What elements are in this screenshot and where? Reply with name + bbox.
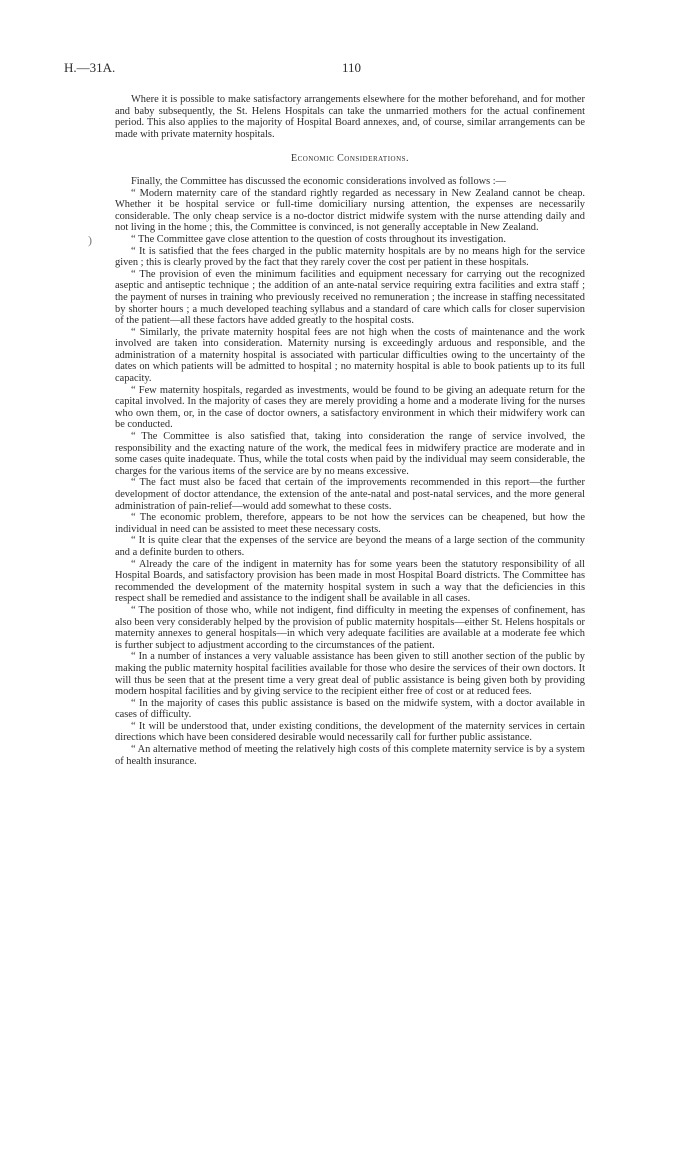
section-heading: Economic Considerations. — [290, 153, 410, 165]
paragraph: “ In the majority of cases this public assistance is based on the midwife system, with a doctor available in cases of difficulty. — [115, 697, 585, 721]
paragraph: “ Similarly, the private maternity hospital fees are not high when the costs of maintenance and the work involved are taken into consideration. Maternity nursing is exceedingly arduous and responsible, and the administration of a maternity hospital is associated with particular difficulties owing to the uncertainty of the dates on which patients will be admitted to hospital ; no maternity hospital is able to book patients up to its full capacity. — [115, 326, 585, 385]
paragraph: “ The position of those who, while not indigent, find difficulty in meeting the expenses of confinement, has also been very considerably helped by the provision of public maternity hospitals—either St. Helens hospitals or maternity annexes to general hospitals—in which very adequate facilities are available at a moderate fee which is further subject to adjustment according to the circumstances of the patient. — [115, 604, 585, 651]
paragraph: “ It is satisfied that the fees charged in the public maternity hospitals are by no means high for the service given ; this is clearly proved by the fact that they rarely cover the cost per patient in these hospitals. — [115, 245, 585, 269]
paragraph: “ Modern maternity care of the standard rightly regarded as necessary in New Zealand cannot be cheap. Whether it be hospital service or full-time domiciliary nursing attention, the expenses are necessarily considerable. The only cheap service is a no-doctor district midwife system with the nurse attending daily and not living in the home ; this, the Committee is convinced, is not generally acceptable in New Zealand. — [115, 187, 585, 234]
paragraph: “ The fact must also be faced that certain of the improvements recommended in this report—the further development of doctor attendance, the extension of the ante-natal and post-natal services, and the more general administration of pain-relief—would add somewhat to these costs. — [115, 477, 585, 512]
paragraph: “ Few maternity hospitals, regarded as investments, would be found to be giving an adequate return for the capital involved. In the majority of cases they are merely providing a home and a moderate living for the nurses who own them, or, in the case of doctor owners, a satisfactory environment in which their midwifery work can be conducted. — [115, 384, 585, 431]
paragraph: “ In a number of instances a very valuable assistance has been given to still another section of the public by making the public maternity hospital facilities available for those who desire the services of their own doctors. It will thus be seen that at the present time a very great deal of public assistance is being given both by providing modern hospital facilities and by giving service to the recipient either free of cost or at reduced fees. — [115, 651, 585, 698]
paragraph-intro: Where it is possible to make satisfactory arrangements elsewhere for the mother beforehand, and for mother and baby subsequently, the St. Helens Hospitals can take the unmarried mothers for the actual confinement period. This also applies to the majority of Hospital Board annexes, and, of course, similar arrangements can be made with private maternity hospitals. — [115, 94, 585, 140]
paragraph: “ An alternative method of meeting the relatively high costs of this complete maternity service is by a system of health insurance. — [115, 744, 585, 767]
paragraph: “ The provision of even the minimum facilities and equipment necessary for carrying out the recognized aseptic and antiseptic technique ; the addition of an ante-natal service requiring extra facilities and extra staff ; the payment of nurses in training who previously received no remuneration ; the increase in staffing necessitated by shorter hours ; a much developed teaching syllabus and a standard of care which calls for closer supervision of the patient—all these factors have added greatly to the hospital costs. — [115, 268, 585, 327]
paragraph: “ The economic problem, therefore, appears to be not how the services can be cheapened, but how the individual in need can be assisted to meet these necessary costs. — [115, 512, 585, 535]
document-reference: H.—31A. — [64, 60, 116, 75]
paragraph: “ The Committee gave close attention to the question of costs throughout its investigation. — [131, 233, 506, 245]
body-text — [115, 94, 585, 767]
paragraph: “ Already the care of the indigent in maternity has for some years been the statutory responsibility of all Hospital Boards, and satisfactory provision has been made in most Hospital Board districts. The Committee has recommended the development of the maternity hospital system in such a way that the deficiencies in this respect shall be remedied and assistance to the indigent shall be available in all cases. — [115, 558, 585, 605]
paragraph: “ It is quite clear that the expenses of the service are beyond the means of a large section of the community and a definite burden to others. — [115, 535, 585, 558]
paragraph: “ It will be understood that, under existing conditions, the development of the maternity services in certain directions which have been considered desirable would necessarily call for further public assistance. — [115, 720, 585, 744]
page-number: 110 — [342, 60, 362, 75]
margin-mark: ) — [88, 233, 92, 247]
paragraph: Finally, the Committee has discussed the economic considerations involved as follows :— — [131, 175, 507, 187]
paragraph: “ The Committee is also satisfied that, taking into consideration the range of service involved, the responsibility and the exacting nature of the work, the medical fees in midwifery practice are moderate and in some cases quite inadequate. Thus, while the total costs when paid by the individual may seem considerable, the charges for the various items of the service are by no means excessive. — [115, 431, 585, 477]
